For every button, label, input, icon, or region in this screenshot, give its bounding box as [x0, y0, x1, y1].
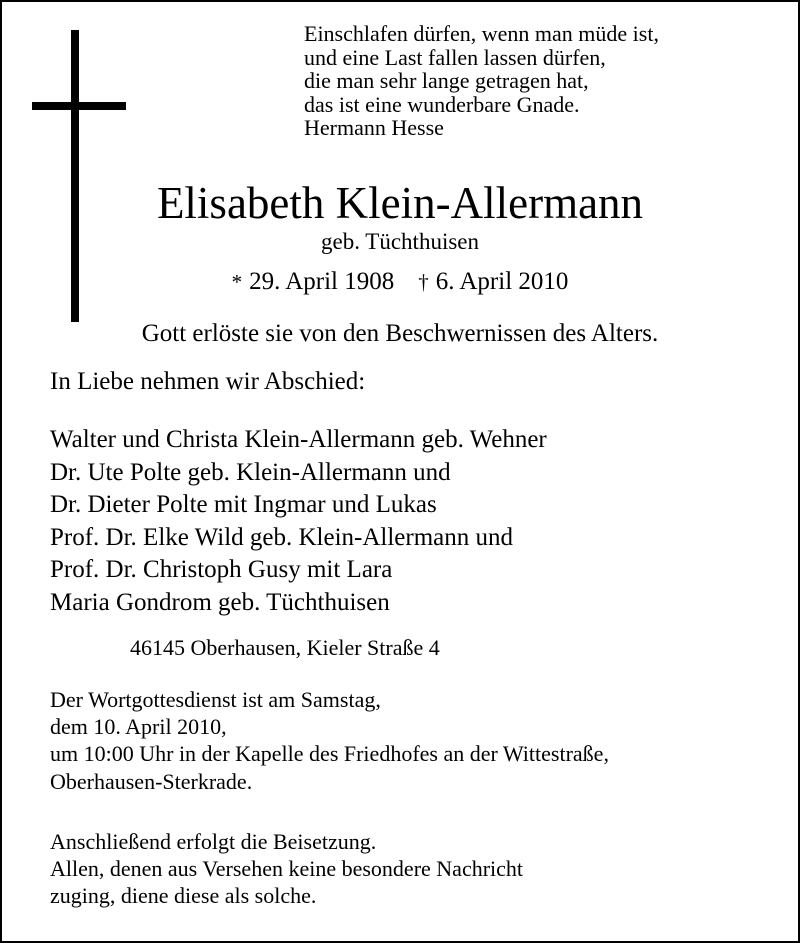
cross-horizontal-bar [32, 102, 126, 110]
mourners-list [50, 424, 547, 620]
closing-line: Allen, denen aus Versehen keine besondere Nachricht [50, 856, 524, 881]
mourner-line: Dr. Dieter Polte mit Ingmar und Lukas [50, 491, 437, 519]
closing-line: zuging, diene diese als solche. [50, 883, 317, 908]
epitaph: Gott erlöste sie von den Beschwernissen des Alters. [141, 320, 659, 347]
service-info [50, 686, 609, 795]
mourner-line: Dr. Ute Polte geb. Klein-Allermann und [50, 458, 451, 486]
mourner-line: Maria Gondrom geb. Tüchthuisen [50, 588, 390, 616]
mourner-line: Prof. Dr. Christoph Gusy mit Lara [50, 556, 393, 584]
poem-quote [304, 22, 659, 140]
closing-note [50, 828, 523, 909]
death-date: 6. April 2010 [435, 268, 569, 295]
poem-author: Hermann Hesse [304, 115, 444, 140]
service-line: Der Wortgottesdienst ist am Samstag, [50, 687, 381, 712]
mourner-line: Prof. Dr. Elke Wild geb. Klein-Allermann und [50, 523, 514, 551]
mourner-line: Walter und Christa Klein-Allermann geb. Wehner [50, 426, 547, 453]
life-dates [0, 267, 800, 297]
poem-line: die man sehr lange getragen hat, [304, 68, 589, 93]
service-line: Oberhausen-Sterkrade. [50, 768, 253, 794]
service-line: um 10:00 Uhr in der Kapelle des Friedhofes an der Wittestraße, [50, 741, 609, 767]
death-dagger-icon: † [418, 270, 429, 294]
birth-star-icon: * [231, 270, 243, 294]
farewell-intro: In Liebe nehmen wir Abschied: [50, 368, 366, 395]
deceased-name: Elisabeth Klein-Allermann [156, 178, 644, 228]
poem-line: Einschlafen dürfen, wenn man müde ist, [304, 21, 659, 46]
maiden-name: geb. Tüchthuisen [321, 229, 479, 254]
family-address: 46145 Oberhausen, Kieler Straße 4 [130, 635, 440, 660]
closing-line: Anschließend erfolgt die Beisetzung. [50, 829, 377, 854]
poem-line: und eine Last fallen lassen dürfen, [304, 44, 606, 70]
service-line: dem 10. April 2010, [50, 714, 227, 740]
birth-date: 29. April 1908 [249, 268, 395, 295]
poem-line: das ist eine wunderbare Gnade. [304, 91, 580, 117]
